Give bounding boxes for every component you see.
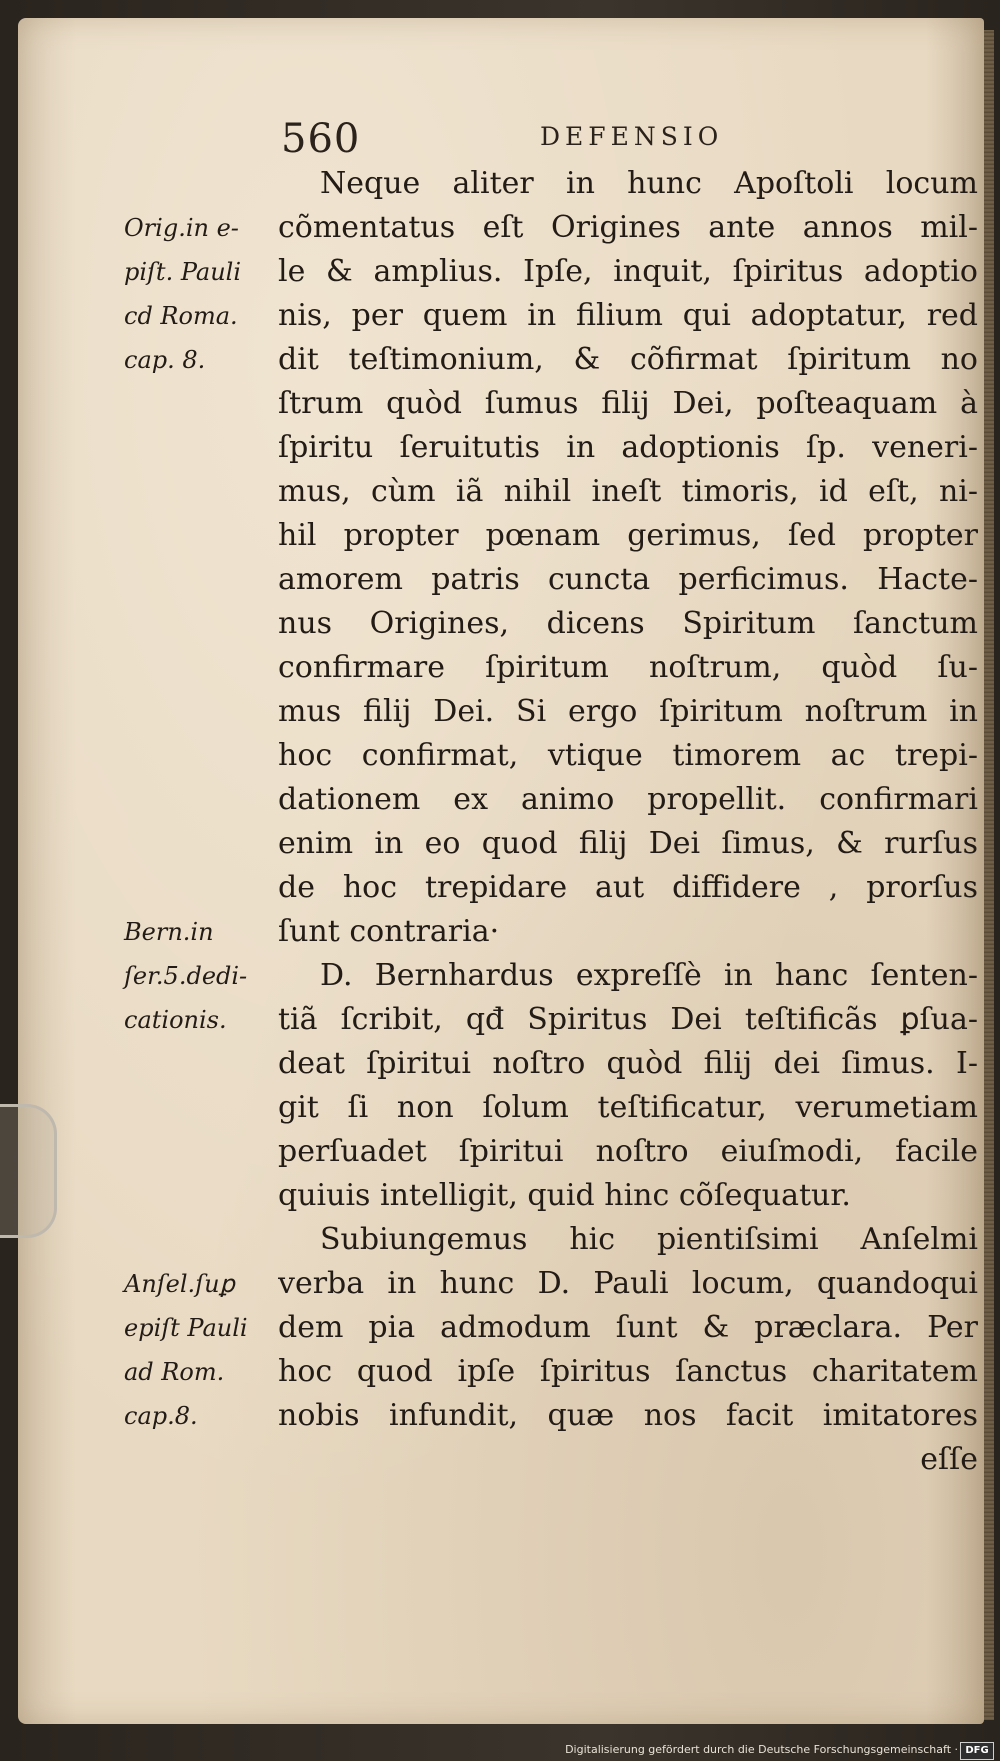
marginal-note: Bern.in — [124, 918, 214, 946]
marginal-note: cd Roma. — [124, 302, 238, 330]
text-line: tiã ſcribit, qđ Spiritus Dei teſtificãs ꝑſua- — [278, 1002, 978, 1037]
marginal-note: piſt. Pauli — [124, 258, 242, 286]
text-line: dem pia admodum ſunt & præclara. Per — [278, 1310, 978, 1345]
running-head: DEFENSIO — [540, 122, 724, 151]
digitization-footer — [0, 1740, 1000, 1761]
marginal-note: epiſt Pauli — [124, 1314, 248, 1342]
text-line: dationem ex animo propellit. confirmari — [278, 782, 978, 817]
text-line: Neque aliter in hunc Apoſtoli locum — [320, 166, 978, 201]
text-line: verba in hunc D. Pauli locum, quandoqui — [278, 1266, 978, 1301]
funding-credit: Digitalisierung gefördert durch die Deutsche Forschungsgemeinschaft · — [565, 1743, 958, 1756]
text-line: le & amplius. Ipſe, inquit, ſpiritus adoptio — [278, 254, 978, 289]
marginal-note: ſer.5.dedi- — [124, 962, 248, 990]
text-line: perſuadet ſpiritui noſtro eiuſmodi, facile — [278, 1134, 978, 1169]
text-line: D. Bernhardus expreſſè in hanc ſenten- — [320, 958, 978, 993]
text-line: de hoc trepidare aut diffidere , prorſus — [278, 870, 978, 905]
text-line: hoc confirmat, vtique timorem ac trepi- — [278, 738, 978, 773]
text-line: nus Origines, dicens Spiritum ſanctum — [278, 606, 978, 641]
page-number: 560 — [281, 116, 361, 162]
text-line: confirmare ſpiritum noſtrum, quòd ſu- — [278, 650, 978, 685]
text-line: nis, per quem in filium qui adoptatur, red — [278, 298, 978, 333]
text-line: git ſi non ſolum teſtificatur, verumetiam — [278, 1090, 978, 1125]
page-header — [0, 116, 1000, 168]
text-line: amorem patris cuncta perficimus. Hacte- — [278, 562, 978, 597]
dfg-logo-icon: DFG — [960, 1742, 994, 1760]
text-line: dit teſtimonium, & cõfirmat ſpiritum no — [278, 342, 978, 377]
marginal-note: Orig.in e- — [124, 214, 239, 242]
text-line: nobis infundit, quæ nos facit imitatores — [278, 1398, 978, 1433]
page-edges — [984, 30, 994, 1720]
marginal-note: ad Rom. — [124, 1358, 225, 1386]
main-text — [278, 162, 978, 1482]
text-line: ſunt contraria· — [278, 914, 500, 949]
text-line: hoc quod ipſe ſpiritus ſanctus charitatem — [278, 1354, 978, 1389]
text-line: mus, cùm iã nihil ineſt timoris, id eſt, ni- — [278, 474, 978, 509]
marginal-note: cationis. — [124, 1006, 227, 1034]
text-line: ſpiritu ſeruitutis in adoptionis ſp. veneri- — [278, 430, 978, 465]
page-clip — [0, 1104, 57, 1238]
text-line: quiuis intelligit, quid hinc cõſequatur. — [278, 1178, 851, 1213]
marginal-note: Anſel.ſuꝑ — [124, 1270, 235, 1298]
text-line: Subiungemus hic pientiſsimi Anſelmi — [320, 1222, 978, 1257]
marginal-note: cap.8. — [124, 1402, 198, 1430]
text-line: hil propter pœnam gerimus, ſed propter — [278, 518, 978, 553]
text-line: mus filij Dei. Si ergo ſpiritum noſtrum in — [278, 694, 978, 729]
marginal-note: cap. 8. — [124, 346, 206, 374]
text-line: eſſe — [920, 1442, 978, 1477]
text-line: cõmentatus eſt Origines ante annos mil- — [278, 210, 978, 245]
text-line: deat ſpiritui noſtro quòd filij dei ſimus. I- — [278, 1046, 978, 1081]
text-line: enim in eo quod filij Dei ſimus, & rurſus — [278, 826, 978, 861]
text-line: ſtrum quòd ſumus filij Dei, poſteaquam à — [278, 386, 978, 421]
